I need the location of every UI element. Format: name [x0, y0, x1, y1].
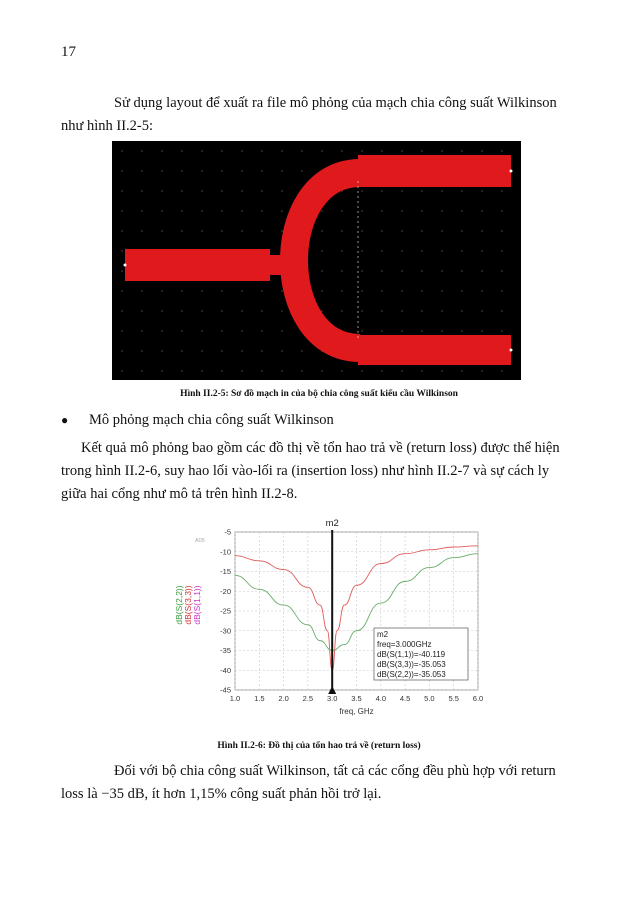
- grid-dot: [121, 170, 123, 172]
- intro-paragraph: Sử dụng layout để xuất ra file mô phỏng của mạch chia công suất Wilkinson như hình II.2-5:: [61, 95, 557, 134]
- bullet-icon: ●: [61, 413, 69, 427]
- grid-dot: [241, 150, 243, 152]
- grid-dot: [261, 330, 263, 332]
- grid-dot: [361, 190, 363, 192]
- grid-dot: [461, 270, 463, 272]
- grid-dot: [361, 250, 363, 252]
- grid-dot: [341, 210, 343, 212]
- marker-readout-line: m2: [377, 630, 389, 639]
- layout-figure-caption: Hình II.2-5: Sơ đồ mạch in của bộ chia công suất kiểu cầu Wilkinson: [180, 389, 458, 399]
- grid-dot: [221, 190, 223, 192]
- grid-dot: [281, 150, 283, 152]
- grid-dot: [501, 230, 503, 232]
- grid-dot: [181, 170, 183, 172]
- return-loss-plot: [160, 514, 490, 734]
- grid-dot: [161, 330, 163, 332]
- grid-dot: [481, 190, 483, 192]
- input-stub: [262, 255, 284, 275]
- grid-dot: [221, 230, 223, 232]
- grid-dot: [381, 270, 383, 272]
- x-tick-label: 1.0: [229, 694, 241, 703]
- grid-dot: [361, 310, 363, 312]
- grid-dot: [281, 350, 283, 352]
- marker-readout-line: dB(S(3,3))=-35.053: [377, 660, 446, 669]
- grid-dot: [481, 250, 483, 252]
- grid-dot: [461, 150, 463, 152]
- grid-dot: [361, 150, 363, 152]
- marker-label: m2: [325, 518, 339, 529]
- grid-dot: [181, 150, 183, 152]
- grid-dot: [441, 310, 443, 312]
- grid-dot: [401, 210, 403, 212]
- grid-dot: [501, 250, 503, 252]
- grid-dot: [361, 210, 363, 212]
- grid-dot: [381, 230, 383, 232]
- grid-dot: [501, 310, 503, 312]
- pcb-layout-drawing: [112, 141, 521, 380]
- grid-dot: [161, 310, 163, 312]
- grid-dot: [441, 250, 443, 252]
- grid-dot: [481, 290, 483, 292]
- port-2-pin: [510, 170, 513, 173]
- y-tick-label: -35: [220, 646, 231, 655]
- x-tick-label: 3.5: [351, 694, 362, 703]
- grid-dot: [501, 370, 503, 372]
- grid-dot: [241, 170, 243, 172]
- grid-dot: [241, 210, 243, 212]
- grid-dot: [181, 370, 183, 372]
- grid-dot: [401, 230, 403, 232]
- y-tick-label: -25: [220, 606, 231, 616]
- x-tick-label: 2.5: [302, 694, 314, 703]
- grid-dot: [501, 330, 503, 332]
- grid-dot: [361, 330, 363, 332]
- grid-dot: [501, 290, 503, 292]
- grid-dot: [261, 290, 263, 292]
- bullet-text: Mô phỏng mạch chia công suất Wilkinson: [89, 412, 334, 428]
- grid-dot: [301, 170, 303, 172]
- grid-dot: [241, 370, 243, 372]
- grid-dot: [181, 190, 183, 192]
- grid-dot: [381, 150, 383, 152]
- grid-dot: [241, 350, 243, 352]
- grid-dot: [501, 210, 503, 212]
- grid-dot: [401, 190, 403, 192]
- grid-dot: [121, 190, 123, 192]
- grid-dot: [121, 270, 123, 272]
- y-tick-label: -5: [224, 527, 231, 537]
- grid-dot: [201, 150, 203, 152]
- grid-dot: [241, 330, 243, 332]
- grid-dot: [141, 210, 143, 212]
- x-tick-label: 2.0: [278, 694, 289, 703]
- grid-dot: [161, 370, 163, 372]
- grid-dot: [441, 190, 443, 192]
- grid-dot: [241, 190, 243, 192]
- output-port-top: [358, 155, 511, 187]
- grid-dot: [221, 370, 223, 372]
- grid-dot: [421, 290, 423, 292]
- port-3-pin: [510, 349, 513, 352]
- grid-dot: [421, 210, 423, 212]
- grid-dot: [401, 330, 403, 332]
- grid-dot: [441, 150, 443, 152]
- x-tick-label: 5.0: [424, 694, 435, 703]
- grid-dot: [341, 250, 343, 252]
- grid-dot: [321, 230, 323, 232]
- grid-dot: [281, 310, 283, 312]
- grid-dot: [121, 150, 123, 152]
- grid-dot: [141, 170, 143, 172]
- grid-dot: [161, 210, 163, 212]
- grid-dot: [221, 290, 223, 292]
- grid-dot: [401, 150, 403, 152]
- grid-dot: [261, 190, 263, 192]
- grid-dot: [121, 350, 123, 352]
- grid-dot: [221, 210, 223, 212]
- grid-dot: [241, 310, 243, 312]
- grid-dot: [201, 330, 203, 332]
- grid-dot: [501, 150, 503, 152]
- grid-dot: [441, 370, 443, 372]
- grid-dot: [481, 230, 483, 232]
- x-tick-label: 6.0: [472, 694, 484, 703]
- grid-dot: [141, 350, 143, 352]
- grid-dot: [321, 210, 323, 212]
- grid-dot: [181, 290, 183, 292]
- grid-dot: [341, 310, 343, 312]
- grid-dot: [401, 270, 403, 272]
- marker-readout-line: dB(S(1,1))=-40.119: [377, 650, 446, 659]
- grid-dot: [201, 290, 203, 292]
- grid-dot: [201, 210, 203, 212]
- grid-dot: [441, 290, 443, 292]
- y-tick-label: -45: [220, 685, 231, 695]
- corner-label: A05: [195, 538, 205, 544]
- grid-dot: [381, 290, 383, 292]
- grid-dot: [401, 310, 403, 312]
- grid-dot: [221, 310, 223, 312]
- grid-dot: [141, 310, 143, 312]
- page-number: 17: [61, 44, 76, 60]
- grid-dot: [361, 370, 363, 372]
- grid-dot: [341, 270, 343, 272]
- grid-dot: [361, 290, 363, 292]
- grid-dot: [321, 310, 323, 312]
- grid-dot: [421, 370, 423, 372]
- grid-dot: [321, 150, 323, 152]
- grid-dot: [121, 210, 123, 212]
- marker-readout-line: freq=3.000GHz: [377, 640, 432, 649]
- grid-dot: [121, 230, 123, 232]
- output-port-bottom: [358, 335, 511, 365]
- grid-dot: [461, 370, 463, 372]
- grid-dot: [281, 330, 283, 332]
- grid-dot: [461, 290, 463, 292]
- y-tick-label: -10: [220, 547, 231, 557]
- grid-dot: [141, 370, 143, 372]
- grid-dot: [421, 310, 423, 312]
- bullet-item: [61, 409, 334, 432]
- grid-dot: [501, 270, 503, 272]
- x-axis-label: freq, GHz: [339, 707, 374, 716]
- grid-dot: [361, 230, 363, 232]
- grid-dot: [321, 290, 323, 292]
- grid-dot: [421, 330, 423, 332]
- grid-dot: [441, 230, 443, 232]
- grid-dot: [321, 270, 323, 272]
- grid-dot: [181, 210, 183, 212]
- grid-dot: [141, 150, 143, 152]
- grid-dot: [161, 150, 163, 152]
- x-tick-label: 5.5: [448, 694, 459, 703]
- grid-dot: [281, 230, 283, 232]
- y-tick-label: -30: [220, 626, 231, 636]
- grid-dot: [461, 330, 463, 332]
- grid-dot: [261, 150, 263, 152]
- grid-dot: [261, 350, 263, 352]
- grid-dot: [461, 250, 463, 252]
- grid-dot: [381, 210, 383, 212]
- y-tick-label: -20: [220, 586, 231, 596]
- chart-caption: Hình II.2-6: Đồ thị của tổn hao trả về (return loss): [217, 741, 421, 751]
- grid-dot: [301, 150, 303, 152]
- grid-dot: [481, 310, 483, 312]
- grid-dot: [441, 210, 443, 212]
- x-tick-label: 3.0: [326, 694, 338, 703]
- grid-dot: [341, 290, 343, 292]
- grid-dot: [401, 370, 403, 372]
- grid-dot: [441, 330, 443, 332]
- port-1-pin: [124, 264, 127, 267]
- marker-readout-line: dB(S(2,2))=-35.053: [377, 670, 446, 679]
- grid-dot: [481, 270, 483, 272]
- grid-dot: [421, 190, 423, 192]
- y-axis-label: dB(S(2,2)): [174, 585, 184, 625]
- grid-dot: [261, 310, 263, 312]
- y-tick-label: -40: [220, 665, 231, 675]
- grid-dot: [121, 330, 123, 332]
- grid-dot: [141, 190, 143, 192]
- grid-dot: [121, 250, 123, 252]
- grid-dot: [381, 310, 383, 312]
- grid-dot: [141, 230, 143, 232]
- grid-dot: [121, 310, 123, 312]
- grid-dot: [341, 150, 343, 152]
- results-paragraph: Kết quả mô phỏng bao gồm các đồ thị về tổn hao trả về (return loss) được thể hiện trong hình II.2-6, suy hao lối vào-lối ra (insertion loss) như hình II.2-7 và sự cách ly giữa hai cổng như mô tả trên hình II.2-8.: [61, 440, 560, 502]
- input-port-line: [125, 249, 270, 281]
- grid-dot: [341, 370, 343, 372]
- grid-dot: [341, 230, 343, 232]
- ring-arc: [294, 173, 360, 348]
- grid-dot: [241, 290, 243, 292]
- microstrip-traces: [124, 155, 513, 365]
- grid-dot: [261, 210, 263, 212]
- y-tick-label: -15: [220, 567, 231, 576]
- grid-dot: [301, 350, 303, 352]
- x-tick-label: 1.5: [254, 694, 265, 703]
- pcb-layout-figure: [112, 141, 521, 380]
- grid-dot: [381, 370, 383, 372]
- x-tick-label: 4.0: [375, 694, 387, 703]
- conclusion-paragraph: Đối với bộ chia công suất Wilkinson, tất cả các cổng đều phù hợp với return loss là −35 dB, ít hơn 1,15% công suất phản hồi trở lại.: [61, 763, 556, 802]
- grid-dot: [421, 270, 423, 272]
- grid-dot: [361, 270, 363, 272]
- grid-dot: [221, 150, 223, 152]
- grid-dot: [281, 190, 283, 192]
- grid-dot: [181, 310, 183, 312]
- grid-dot: [221, 350, 223, 352]
- grid-dot: [421, 230, 423, 232]
- grid-dot: [221, 330, 223, 332]
- grid-dot: [201, 190, 203, 192]
- grid-dot: [381, 250, 383, 252]
- grid-dot: [161, 190, 163, 192]
- grid-dot: [141, 290, 143, 292]
- grid-dot: [121, 370, 123, 372]
- grid-dot: [201, 170, 203, 172]
- grid-dot: [181, 230, 183, 232]
- grid-dot: [261, 170, 263, 172]
- grid-dot: [401, 250, 403, 252]
- y-axis-label: dB(S(1,1)): [192, 585, 202, 625]
- grid-dot: [501, 190, 503, 192]
- grid-dot: [381, 330, 383, 332]
- grid-dot: [461, 190, 463, 192]
- grid-dot: [201, 230, 203, 232]
- grid-dot: [121, 290, 123, 292]
- grid-dot: [281, 210, 283, 212]
- grid-dot: [421, 150, 423, 152]
- grid-dot: [281, 170, 283, 172]
- grid-dot: [321, 370, 323, 372]
- grid-dot: [461, 210, 463, 212]
- grid-dot: [481, 370, 483, 372]
- grid-dot: [201, 310, 203, 312]
- grid-dot: [181, 350, 183, 352]
- grid-dot: [261, 370, 263, 372]
- grid-dot: [481, 210, 483, 212]
- grid-dot: [241, 230, 243, 232]
- x-tick-label: 4.5: [399, 694, 411, 703]
- grid-dot: [201, 370, 203, 372]
- grid-dot: [461, 230, 463, 232]
- grid-dot: [321, 250, 323, 252]
- grid-dot: [161, 170, 163, 172]
- grid-dot: [161, 230, 163, 232]
- grid-dot: [281, 370, 283, 372]
- grid-dot: [461, 310, 463, 312]
- grid-dot: [221, 170, 223, 172]
- grid-dot: [161, 290, 163, 292]
- grid-dot: [141, 330, 143, 332]
- grid-dot: [161, 350, 163, 352]
- grid-dot: [421, 250, 423, 252]
- return-loss-chart: [160, 514, 490, 734]
- grid-dot: [201, 350, 203, 352]
- y-axis-label: dB(S(3,3)): [183, 585, 193, 625]
- grid-dot: [441, 270, 443, 272]
- grid-dot: [481, 330, 483, 332]
- grid-dot: [181, 330, 183, 332]
- grid-dot: [281, 290, 283, 292]
- grid-dot: [481, 150, 483, 152]
- grid-dot: [261, 230, 263, 232]
- grid-dot: [381, 190, 383, 192]
- grid-dot: [301, 370, 303, 372]
- grid-dot: [401, 290, 403, 292]
